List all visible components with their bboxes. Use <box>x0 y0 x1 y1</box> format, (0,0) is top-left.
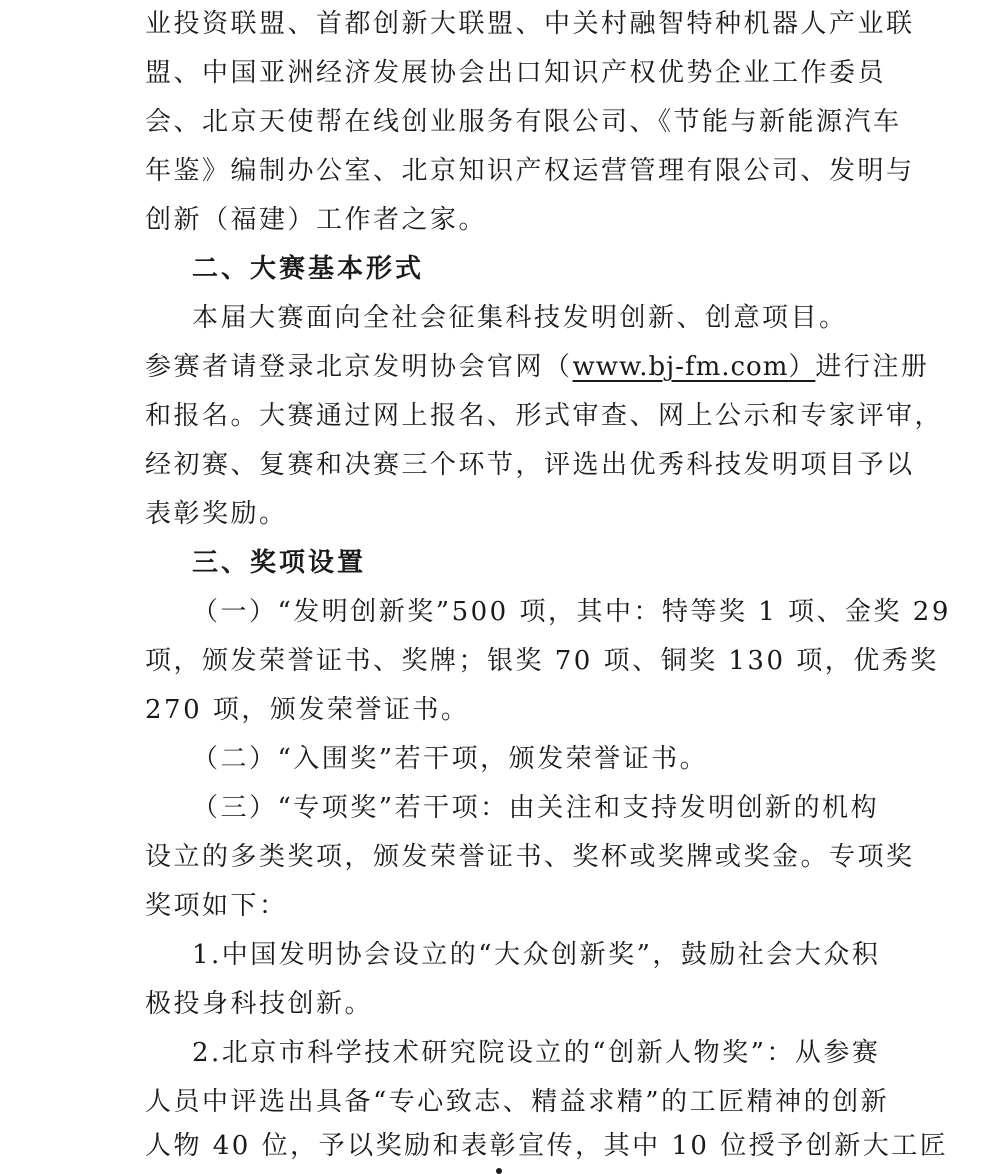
special-award-2-line-2: 人员中评选出具备“专心致志、精益求精”的工匠精神的创新 <box>145 1087 890 1117</box>
intro-line-5: 创新（福建）工作者之家。 <box>145 205 488 235</box>
special-award-1-line-1: 1.中国发明协会设立的“大众创新奖”，鼓励社会大众积 <box>192 940 881 970</box>
special-award-2-line-3: 人物 40 位，予以奖励和表彰宣传，其中 10 位授予创新大工匠 <box>145 1131 949 1161</box>
award-item-3-line-1: （三）“专项奖”若干项：由关注和支持发明创新的机构 <box>192 793 880 823</box>
section-3-heading: 三、奖项设置 <box>192 548 367 578</box>
section-2-line-2-before: 参赛者请登录北京发明协会官网（ <box>145 352 573 382</box>
intro-line-4: 年鉴》编制办公室、北京知识产权运营管理有限公司、发明与 <box>145 156 915 186</box>
award-item-1-line-1: （一）“发明创新奖”500 项，其中：特等奖 1 项、金奖 29 <box>192 597 951 627</box>
section-2-line-2-after: 进行注册 <box>815 352 930 382</box>
section-2-line-2 <box>145 343 930 391</box>
section-2-line-5: 表彰奖励。 <box>145 499 288 529</box>
intro-line-3: 会、北京天使帮在线创业服务有限公司、《节能与新能源汽车 <box>145 107 902 137</box>
section-2-line-3: 和报名。大赛通过网上报名、形式审查、网上公示和专家评审， <box>145 401 944 431</box>
special-award-1-line-2: 极投身科技创新。 <box>145 989 374 1019</box>
award-item-1-line-3: 270 项，颁发荣誉证书。 <box>145 695 470 725</box>
award-item-3-line-2: 设立的多类奖项，颁发荣誉证书、奖杯或奖牌或奖金。专项奖 <box>145 842 915 872</box>
award-item-1-line-2: 项，颁发荣誉证书、奖牌；银奖 70 项、铜奖 130 项，优秀奖 <box>145 646 939 676</box>
award-item-3-line-3: 奖项如下： <box>145 891 288 921</box>
official-website-link[interactable]: www.bj-fm.com） <box>572 352 816 382</box>
section-2-line-1: 本届大赛面向全社会征集科技发明创新、创意项目。 <box>192 303 848 333</box>
section-2-heading: 二、大赛基本形式 <box>192 254 425 284</box>
award-item-2: （二）“入围奖”若干项，颁发荣誉证书。 <box>192 744 709 774</box>
intro-line-2: 盟、中国亚洲经济发展协会出口知识产权优势企业工作委员 <box>145 58 887 88</box>
intro-line-1: 业投资联盟、首都创新大联盟、中关村融智特种机器人产业联 <box>145 9 915 39</box>
section-2-line-4: 经初赛、复赛和决赛三个环节，评选出优秀科技发明项目予以 <box>145 450 915 480</box>
page-mark <box>496 1168 502 1174</box>
special-award-2-line-1: 2.北京市科学技术研究院设立的“创新人物奖”：从参赛 <box>192 1038 881 1068</box>
